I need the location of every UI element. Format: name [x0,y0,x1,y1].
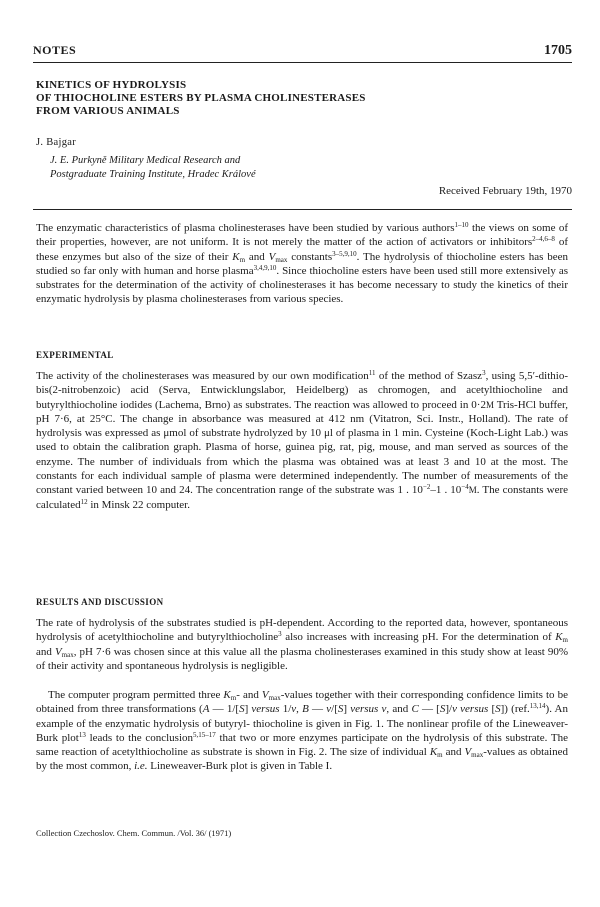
page-header [33,40,572,62]
author-name: J. Bajgar [36,137,77,148]
section-heading-experimental: EXPERIMENTAL [36,350,114,360]
title-line: OF THIOCHOLINE ESTERS BY PLASMA CHOLINESTERASES [36,92,366,104]
affiliation-line: Postgraduate Training Institute, Hradec Králové [50,169,256,180]
section-heading-results: RESULTS AND DISCUSSION [36,597,164,607]
title-line: KINETICS OF HYDROLYSIS [36,79,187,91]
results-paragraph-2: The computer program permitted three $K_m-$ and $V_{max}$-values together with their corresponding confidence limits to be obtained from three transformations (A — 1/[S] versus 1/v, B — v/[S] versus v, and C — [S]/v versus [S]) (ref.$^{13,14}$). An example of the enzymatic hydrolysis of butyryl- thiocholine is given in Fig. 1. The nonlinear profile of the Lineweaver-Burk plot$^{13}$ leads to the conclusion$^{5,15-17}$ that two or more enzymes participate on the hydrolysis of this substrate. The same reaction of acetylthiocholine as substrate is shown in Fig. 2. The size of individual $K_m$ and $V_{max}$-values as obtained by the most common, i.e. Lineweaver-Burk plot is given in Table I. [36,689,569,773]
received-date: Received February 19th, 1970 [438,185,572,197]
author-affiliation [50,154,450,182]
page-number: 1705 [544,43,572,58]
section-label: NOTES [33,43,77,57]
intro-paragraph: The enzymatic characteristics of plasma cholinesterases have been studied by various authors$^{1-10}$ the views on some of their properties, however, are not uniform. It is not merely the matter of the action of activators or inhibitors$^{2-4,6-8}$ of these enzymes but also of the size of their $K_m$ and $V_{max}$ constants$^{3-5,9,10}$. The hydrolysis of thiocholine esters has been studied so far only with human and horse plasma$^{3,4,9,10}$. Since thiocholine esters have been used still more extensively as substrates for the determination of the activity of cholinesterases it has become necessary to study the kinetics of their enzymatic hydrolysis by plasma cholinesterases from various species. [36,221,569,306]
journal-citation: Collection Czechoslov. Chem. Commun. /Vol. 36/ (1971) [36,828,232,838]
intro-rule [33,209,572,210]
results-paragraph-1: The rate of hydrolysis of the substrates studied is pH-dependent. According to the reported data, however, spontaneous hydrolysis of acetylthiocholine and butyrylthiocholine$^3$ also increases with increasing pH. For the determination of $K_m$ and $V_{max}$, pH 7·6 was chosen since at this value all the plasma cholinesterases examined in this study show at least 90% of their activity and spontaneous hydrolysis is negligible. [36,617,569,672]
title-line: FROM VARIOUS ANIMALS [36,105,180,117]
article-title [36,79,556,118]
header-rule [33,62,572,63]
affiliation-line: J. E. Purkyně Military Medical Research and [50,155,241,166]
experimental-paragraph: The activity of the cholinesterases was measured by our own modification$^{11}$ of the method of Szasz$^3$, using 5,5′-dithio-bis(2-nitrobenzoic) acid (Serva, Entwicklungslabor, Heidelberg) as chromogen, and acetylthiocholine and butyrylthiocholine iodides (Lachema, Brno) as substrates. The reaction was allowed to proceed in 0·2M Tris-HCl buffer, pH 7·6, at 25°C. The change in absorbance was measured at 412 nm (Vitatron, Sci. Instr., Holland). The rate of hydrolysis was expressed as μmol of substrate hydrolyzed by 10 μl of plasma in 1 min. Cysteine (Koch-Light Lab.) was used to obtain the calibration graph. Plasma of horse, guinea pig, rat, pig, mouse, and man served as sources of the enzyme. The number of individuals from which the plasma was obtained was at least 3 and 10 at the most. The constants for each individual sample of plasma were determined independently. The number of measurements of the constant varied between 10 and 24. The concentration range of the substrate was 1 . $10^{-2}-1$ . $10^{-4}M$. The constants were calculated$^{12}$ in Minsk 22 computer. [36,369,568,511]
